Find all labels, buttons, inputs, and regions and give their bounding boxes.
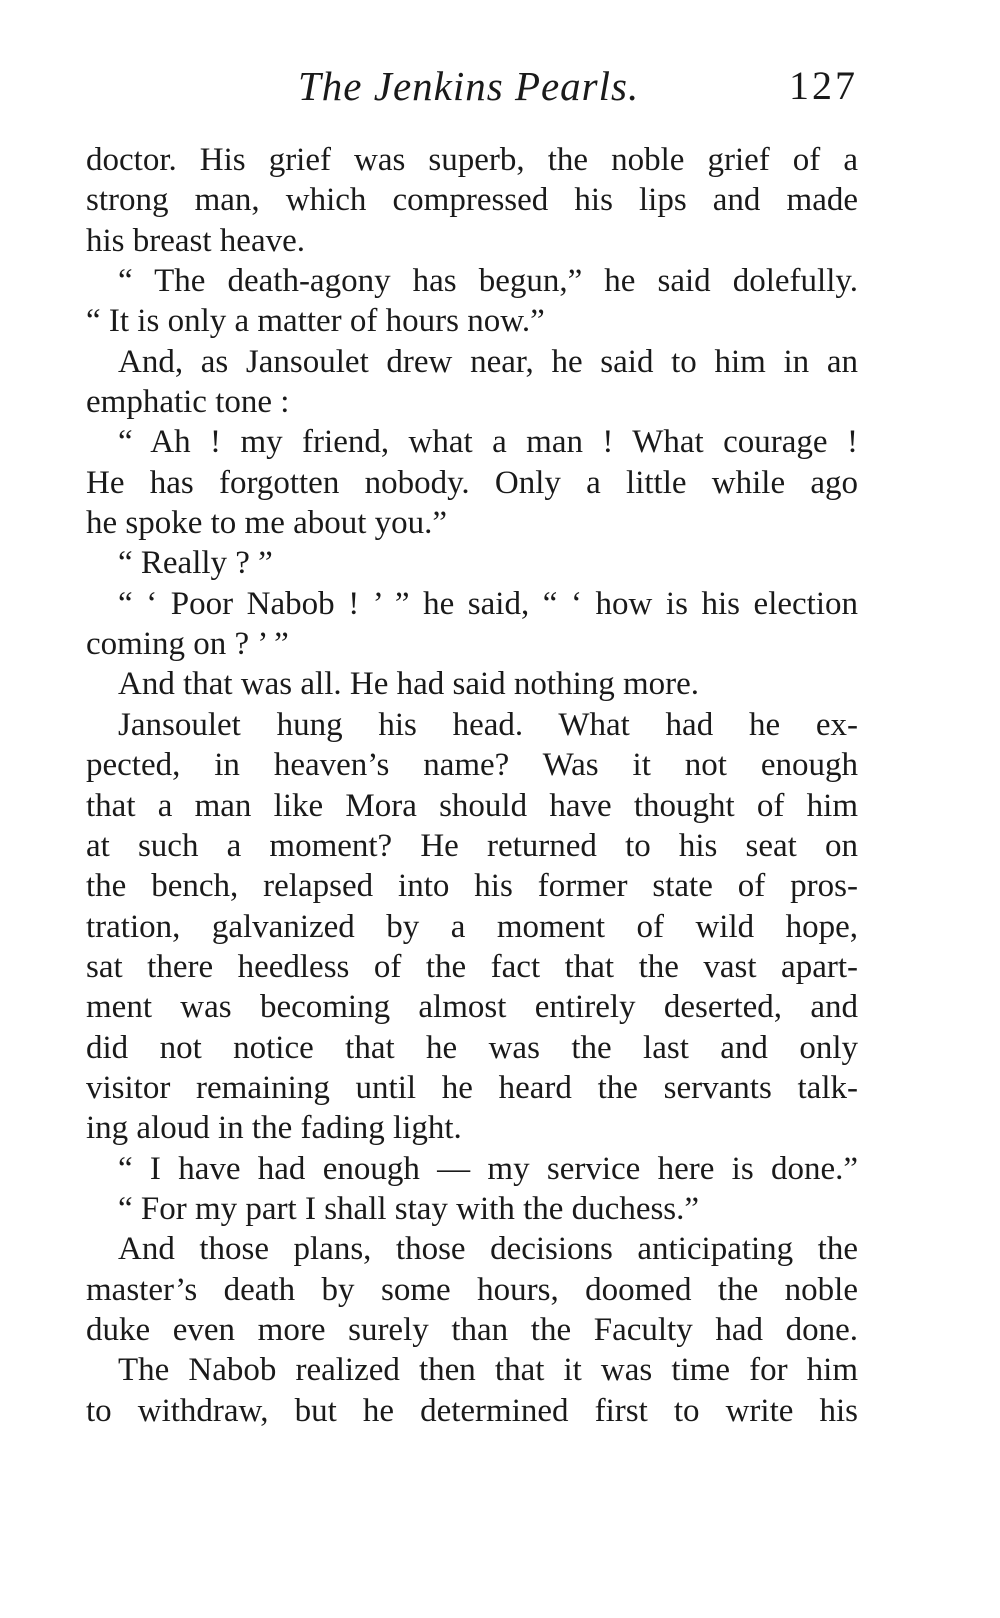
text-line: duke even more surely than the Faculty had done. bbox=[86, 1311, 858, 1348]
text-line: pected, in heaven’s name? Was it not enough bbox=[86, 747, 858, 784]
text-line: did not notice that he was the last and only bbox=[86, 1029, 858, 1066]
running-title: The Jenkins Pearls. bbox=[298, 63, 640, 109]
text-line: he spoke to me about you.” bbox=[86, 505, 448, 542]
text-line: “ It is only a matter of hours now.” bbox=[86, 303, 545, 340]
text-line: his breast heave. bbox=[86, 222, 305, 259]
text-line: He has forgotten nobody. Only a little while ago bbox=[86, 464, 858, 501]
text-line: “ ‘ Poor Nabob ! ’ ” he said, “ ‘ how is his election bbox=[118, 585, 858, 622]
page-number: 127 bbox=[789, 63, 858, 108]
text-line: the bench, relapsed into his former state of pros- bbox=[86, 868, 858, 905]
text-line: sat there heedless of the fact that the vast apart- bbox=[86, 948, 858, 985]
text-line: ment was becoming almost entirely deserted, and bbox=[86, 989, 858, 1026]
text-line: doctor. His grief was superb, the noble grief of a bbox=[86, 142, 858, 178]
text-line: ing aloud in the fading light. bbox=[86, 1110, 462, 1147]
text-line: And that was all. He had said nothing more. bbox=[118, 666, 700, 703]
text-line: And those plans, those decisions anticipating the bbox=[118, 1231, 858, 1268]
text-line: strong man, which compressed his lips and made bbox=[86, 182, 858, 219]
text-line: And, as Jansoulet drew near, he said to him in an bbox=[118, 343, 858, 380]
text-line: master’s death by some hours, doomed the noble bbox=[86, 1271, 858, 1308]
text-line: “ Really ? ” bbox=[118, 545, 273, 582]
text-line: emphatic tone : bbox=[86, 384, 290, 421]
text-line: visitor remaining until he heard the servants talk- bbox=[86, 1069, 858, 1106]
text-line: “ Ah ! my friend, what a man ! What courage ! bbox=[118, 424, 858, 461]
text-line: “ For my part I shall stay with the duchess.” bbox=[118, 1190, 700, 1227]
text-line: The Nabob realized then that it was time for him bbox=[118, 1352, 858, 1389]
text-line: “ I have had enough — my service here is done.” bbox=[118, 1150, 858, 1187]
body-text bbox=[86, 140, 858, 1431]
running-head bbox=[0, 62, 1000, 112]
text-line: to withdraw, but he determined first to write his bbox=[86, 1392, 858, 1429]
text-line: coming on ? ’ ” bbox=[86, 626, 289, 663]
text-line: that a man like Mora should have thought of him bbox=[86, 787, 858, 824]
text-line: at such a moment? He returned to his seat on bbox=[86, 827, 858, 864]
text-line: tration, galvanized by a moment of wild hope, bbox=[86, 908, 858, 945]
text-line: “ The death-agony has begun,” he said dolefully. bbox=[118, 263, 858, 300]
text-line: Jansoulet hung his head. What had he ex- bbox=[118, 706, 858, 743]
